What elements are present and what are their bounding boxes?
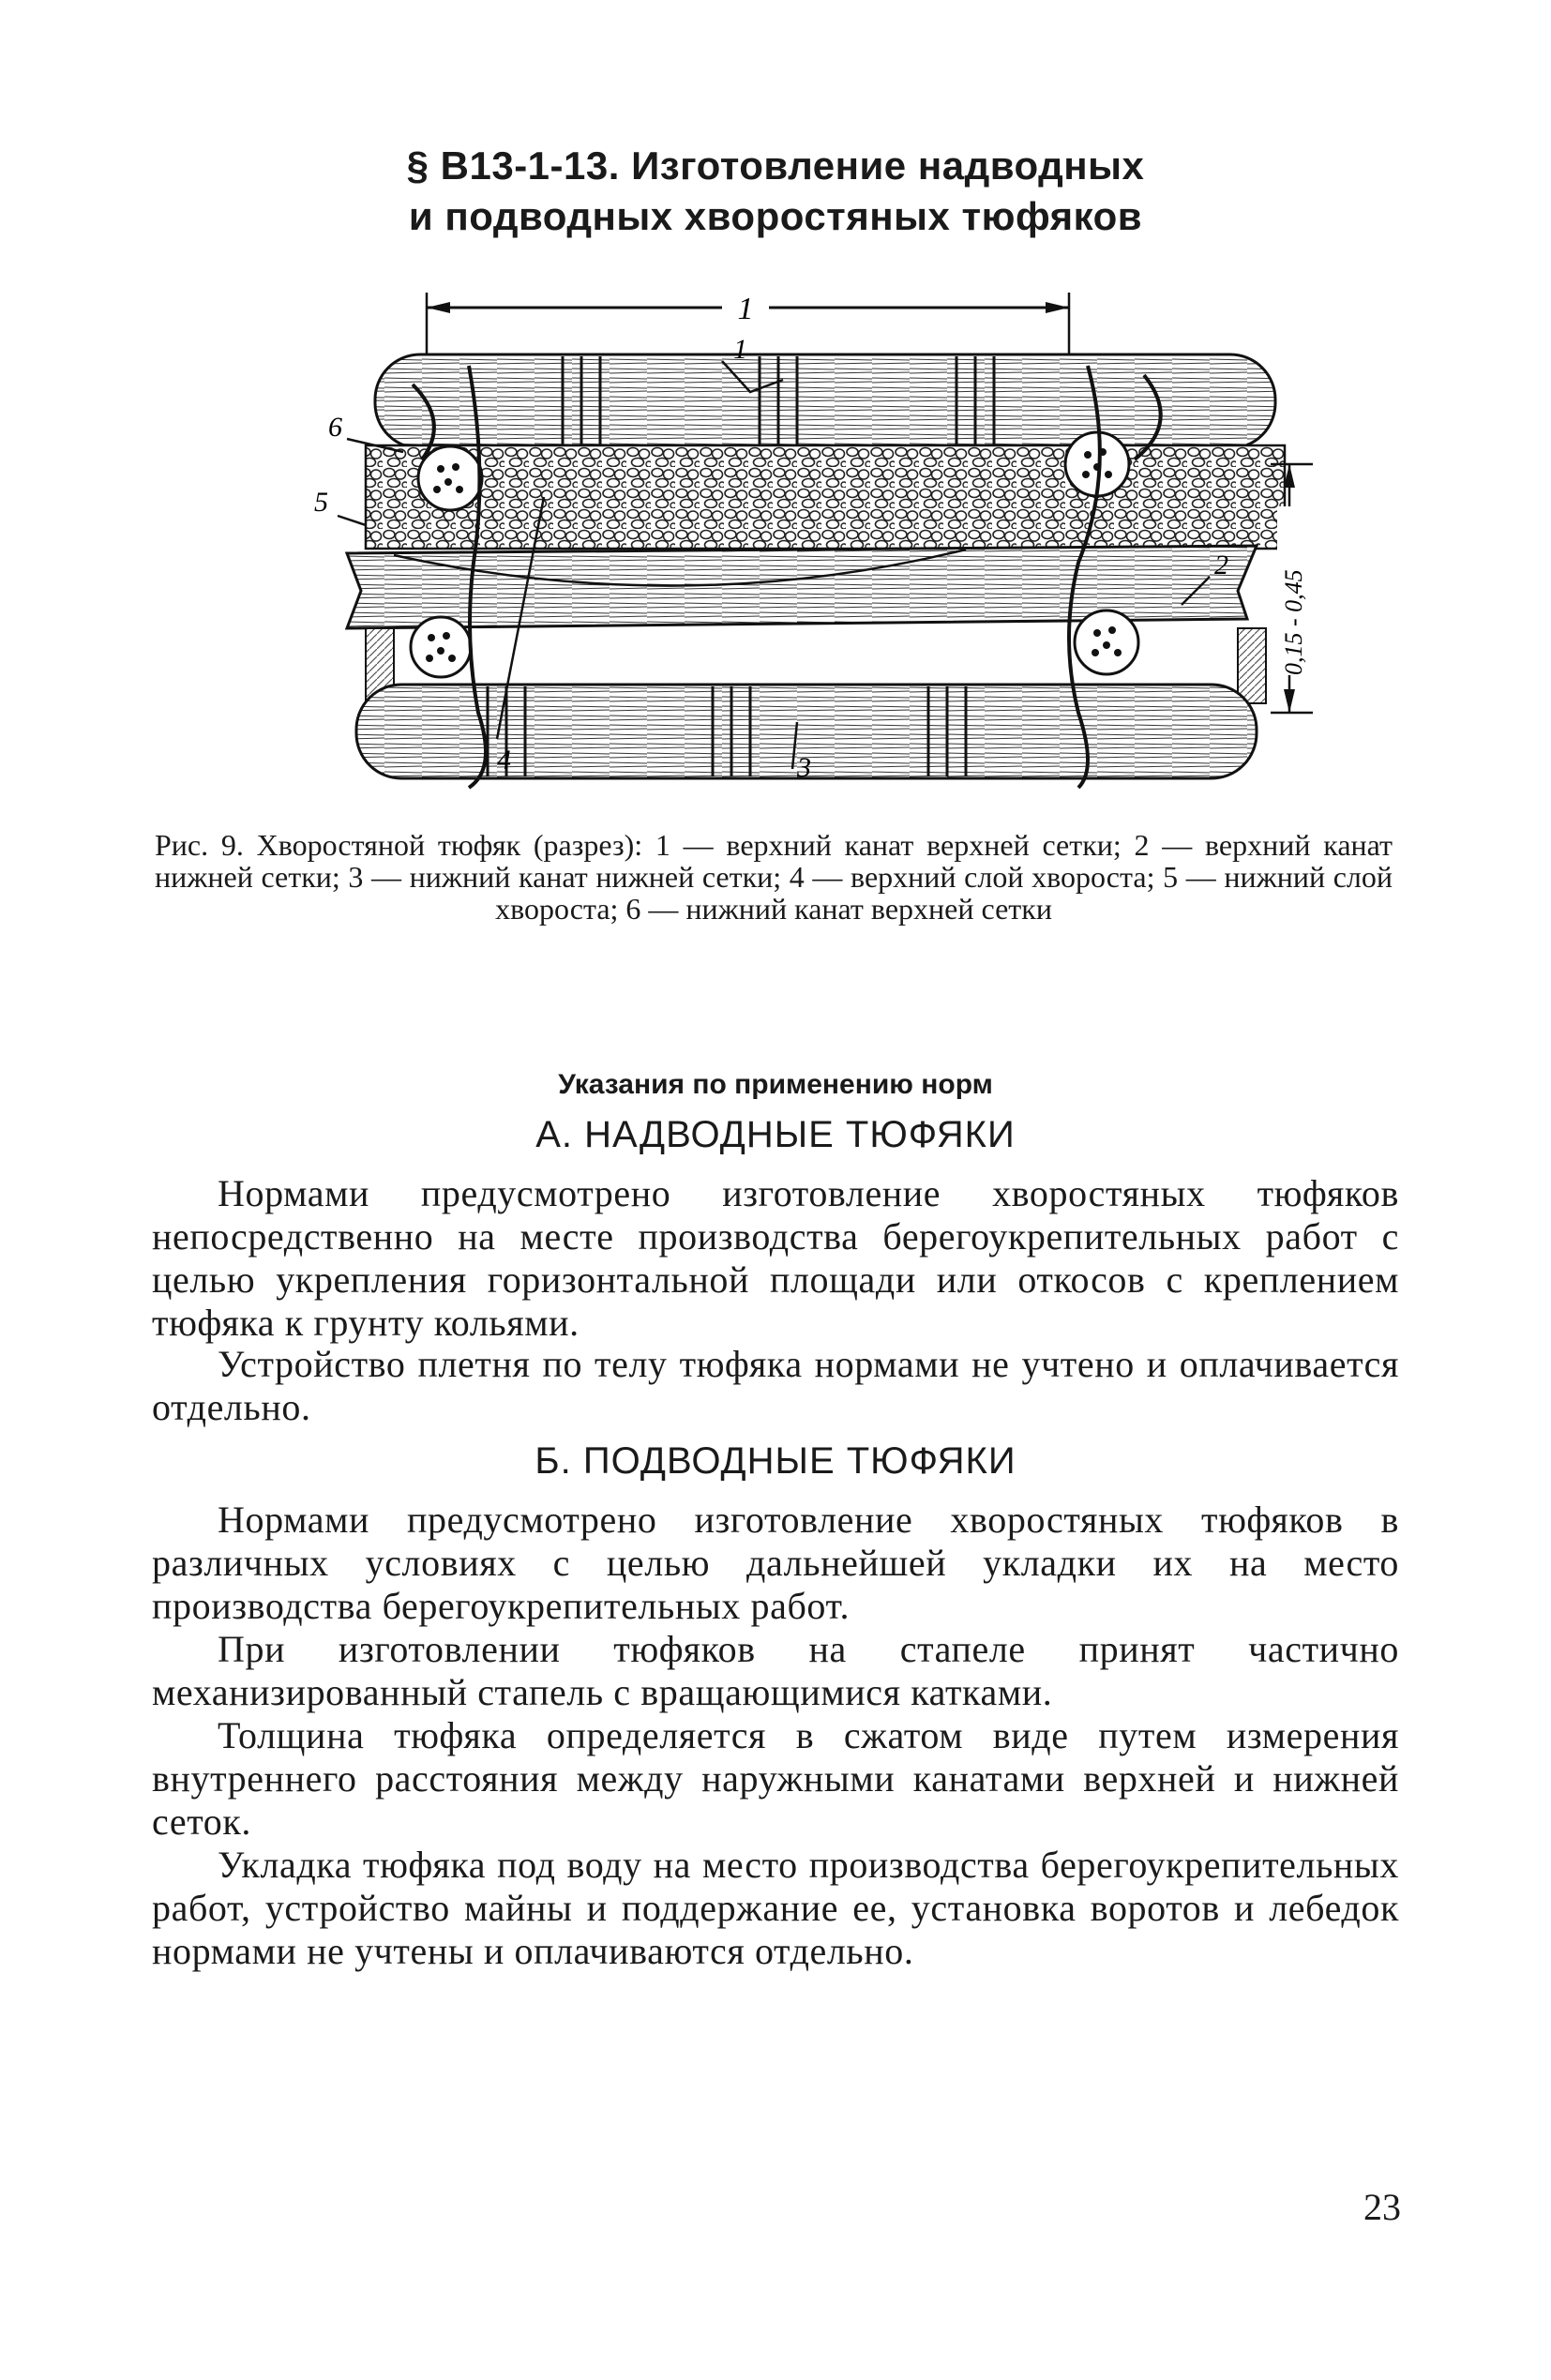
label-dimension: 0,15 - 0,45 xyxy=(1280,569,1307,675)
paragraph-a1-text: Нормами предусмотрено изготовление хворостяных тюфяков непосредственно на месте производства берегоукрепительных работ с целью укрепления горизонтальной площади или откосов с креплением тюфяка к грунту кольями. xyxy=(152,1172,1399,1344)
mattress-drawing xyxy=(309,281,1322,806)
paragraph-b1 xyxy=(152,1499,1399,1628)
section-title xyxy=(0,141,1551,242)
paragraph-a2 xyxy=(152,1343,1399,1429)
paragraph-b3-text: Толщина тюфяка определяется в сжатом виде путем измерения внутреннего расстояния между наружными канатами верхней и нижней сеток. xyxy=(152,1714,1399,1843)
title-line-1: § В13-1-13. Изготовление надводных xyxy=(406,143,1145,188)
paragraph-b4 xyxy=(152,1844,1399,1973)
paragraph-a1 xyxy=(152,1172,1399,1345)
figure-caption xyxy=(155,829,1393,925)
section-subtitle: Указания по применению норм xyxy=(558,1069,993,1100)
figure-mattress-section xyxy=(309,281,1322,806)
paragraph-b1-text: Нормами предусмотрено изготовление хворостяных тюфяков в различных условиях с целью дальнейшей укладки их на место производства берегоукрепительных работ. xyxy=(152,1499,1399,1627)
paragraph-b2-text: При изготовлении тюфяков на стапеле принят частично механизированный стапель с вращающимися катками. xyxy=(152,1628,1399,1713)
label-6: 6 xyxy=(328,412,342,443)
paragraph-b4-text: Укладка тюфяка под воду на место производства берегоукрепительных работ, устройство майны и поддержание ее, установка воротов и лебедок нормами не учтены и оплачиваются отдельно. xyxy=(152,1844,1399,1972)
label-4: 4 xyxy=(497,745,511,776)
label-3: 3 xyxy=(797,752,811,783)
page-number: 23 xyxy=(1363,2186,1401,2228)
label-5: 5 xyxy=(314,487,328,518)
paragraph-a2-text: Устройство плетня по телу тюфяка нормами не учтено и оплачивается отдельно. xyxy=(152,1343,1399,1428)
paragraph-b3 xyxy=(152,1714,1399,1844)
caption-text: Рис. 9. Хворостяной тюфяк (разрез): 1 — верхний канат верхней сетки; 2 — верхний канат нижней сетки; 3 — нижний канат нижней сетки; 4 — верхний слой хвороста; 5 — нижний слой хвороста; 6 — нижний канат верхней сетки xyxy=(155,828,1393,926)
label-1-inner: 1 xyxy=(733,334,747,365)
label-1-top: 1 xyxy=(737,292,754,326)
heading-a: А. НАДВОДНЫЕ ТЮФЯКИ xyxy=(535,1114,1016,1155)
heading-b: Б. ПОДВОДНЫЕ ТЮФЯКИ xyxy=(535,1440,1016,1482)
label-2: 2 xyxy=(1214,550,1228,580)
paragraph-b2 xyxy=(152,1628,1399,1714)
title-line-2: и подводных хворостяных тюфяков xyxy=(408,194,1143,238)
